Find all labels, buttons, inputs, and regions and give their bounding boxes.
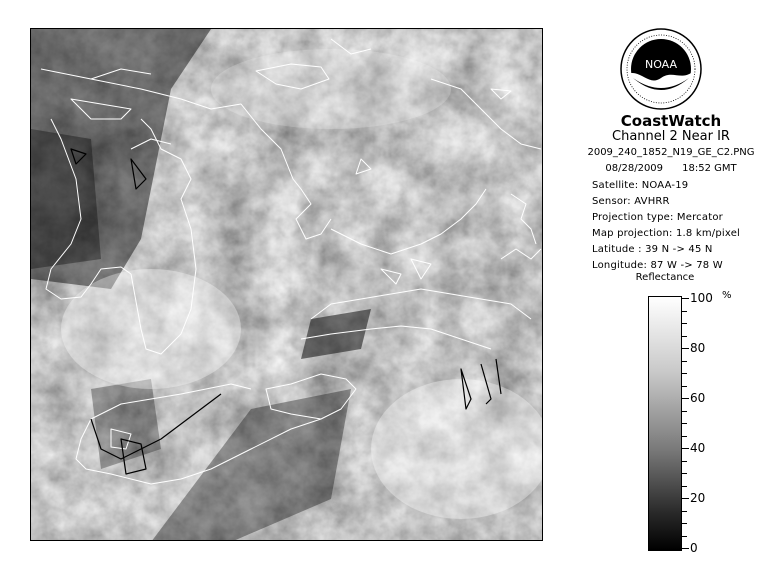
colorbar-tick [682, 523, 687, 524]
product-title: CoastWatch [620, 112, 722, 130]
colorbar-tick [682, 361, 687, 362]
satellite-image-canvas [31, 29, 543, 541]
colorbar-label: 80 [690, 341, 706, 355]
colorbar-label: 0 [690, 541, 698, 555]
colorbar-tick [682, 348, 689, 349]
logo-text: NOAA [644, 58, 678, 71]
colorbar-tick [682, 398, 689, 399]
latitude-line: Latitude : 39 N -> 45 N [592, 244, 713, 255]
projection-type-line: Projection type: Mercator [592, 212, 723, 223]
channel-label: Channel 2 Near IR [612, 129, 730, 144]
longitude-line: Longitude: 87 W -> 78 W [592, 260, 723, 271]
colorbar-title: Reflectance [635, 272, 695, 283]
colorbar-tick [682, 423, 687, 424]
colorbar-tick [682, 436, 687, 437]
colorbar [648, 296, 682, 551]
colorbar-label: 40 [690, 441, 706, 455]
colorbar-tick [682, 486, 687, 487]
colorbar-tick [682, 448, 689, 449]
colorbar-tick [682, 336, 687, 337]
colorbar-tick [682, 536, 687, 537]
time-text: 18:52 GMT [682, 163, 737, 174]
colorbar-tick [682, 311, 687, 312]
colorbar-label: 20 [690, 491, 706, 505]
sensor-line: Sensor: AVHRR [592, 196, 670, 207]
date-time [560, 163, 782, 174]
map-projection-line: Map projection: 1.8 km/pixel [592, 228, 741, 239]
file-name: 2009_240_1852_N19_GE_C2.PNG [587, 147, 755, 158]
date-text: 08/28/2009 [605, 163, 664, 174]
colorbar-tick [682, 461, 687, 462]
colorbar-tick [682, 473, 687, 474]
colorbar-tick [682, 298, 689, 299]
colorbar-tick [682, 323, 687, 324]
colorbar-tick [682, 511, 687, 512]
colorbar-tick [682, 411, 687, 412]
colorbar-tick [682, 498, 689, 499]
noaa-seal-icon [620, 28, 702, 110]
satellite-line: Satellite: NOAA-19 [592, 180, 689, 191]
colorbar-label: 60 [690, 391, 706, 405]
colorbar-label: 100 [690, 291, 713, 305]
colorbar-unit: % [722, 290, 732, 301]
satellite-image [30, 28, 543, 541]
colorbar-tick [682, 548, 689, 549]
noaa-logo [620, 28, 702, 110]
colorbar-tick [682, 386, 687, 387]
colorbar-tick [682, 373, 687, 374]
